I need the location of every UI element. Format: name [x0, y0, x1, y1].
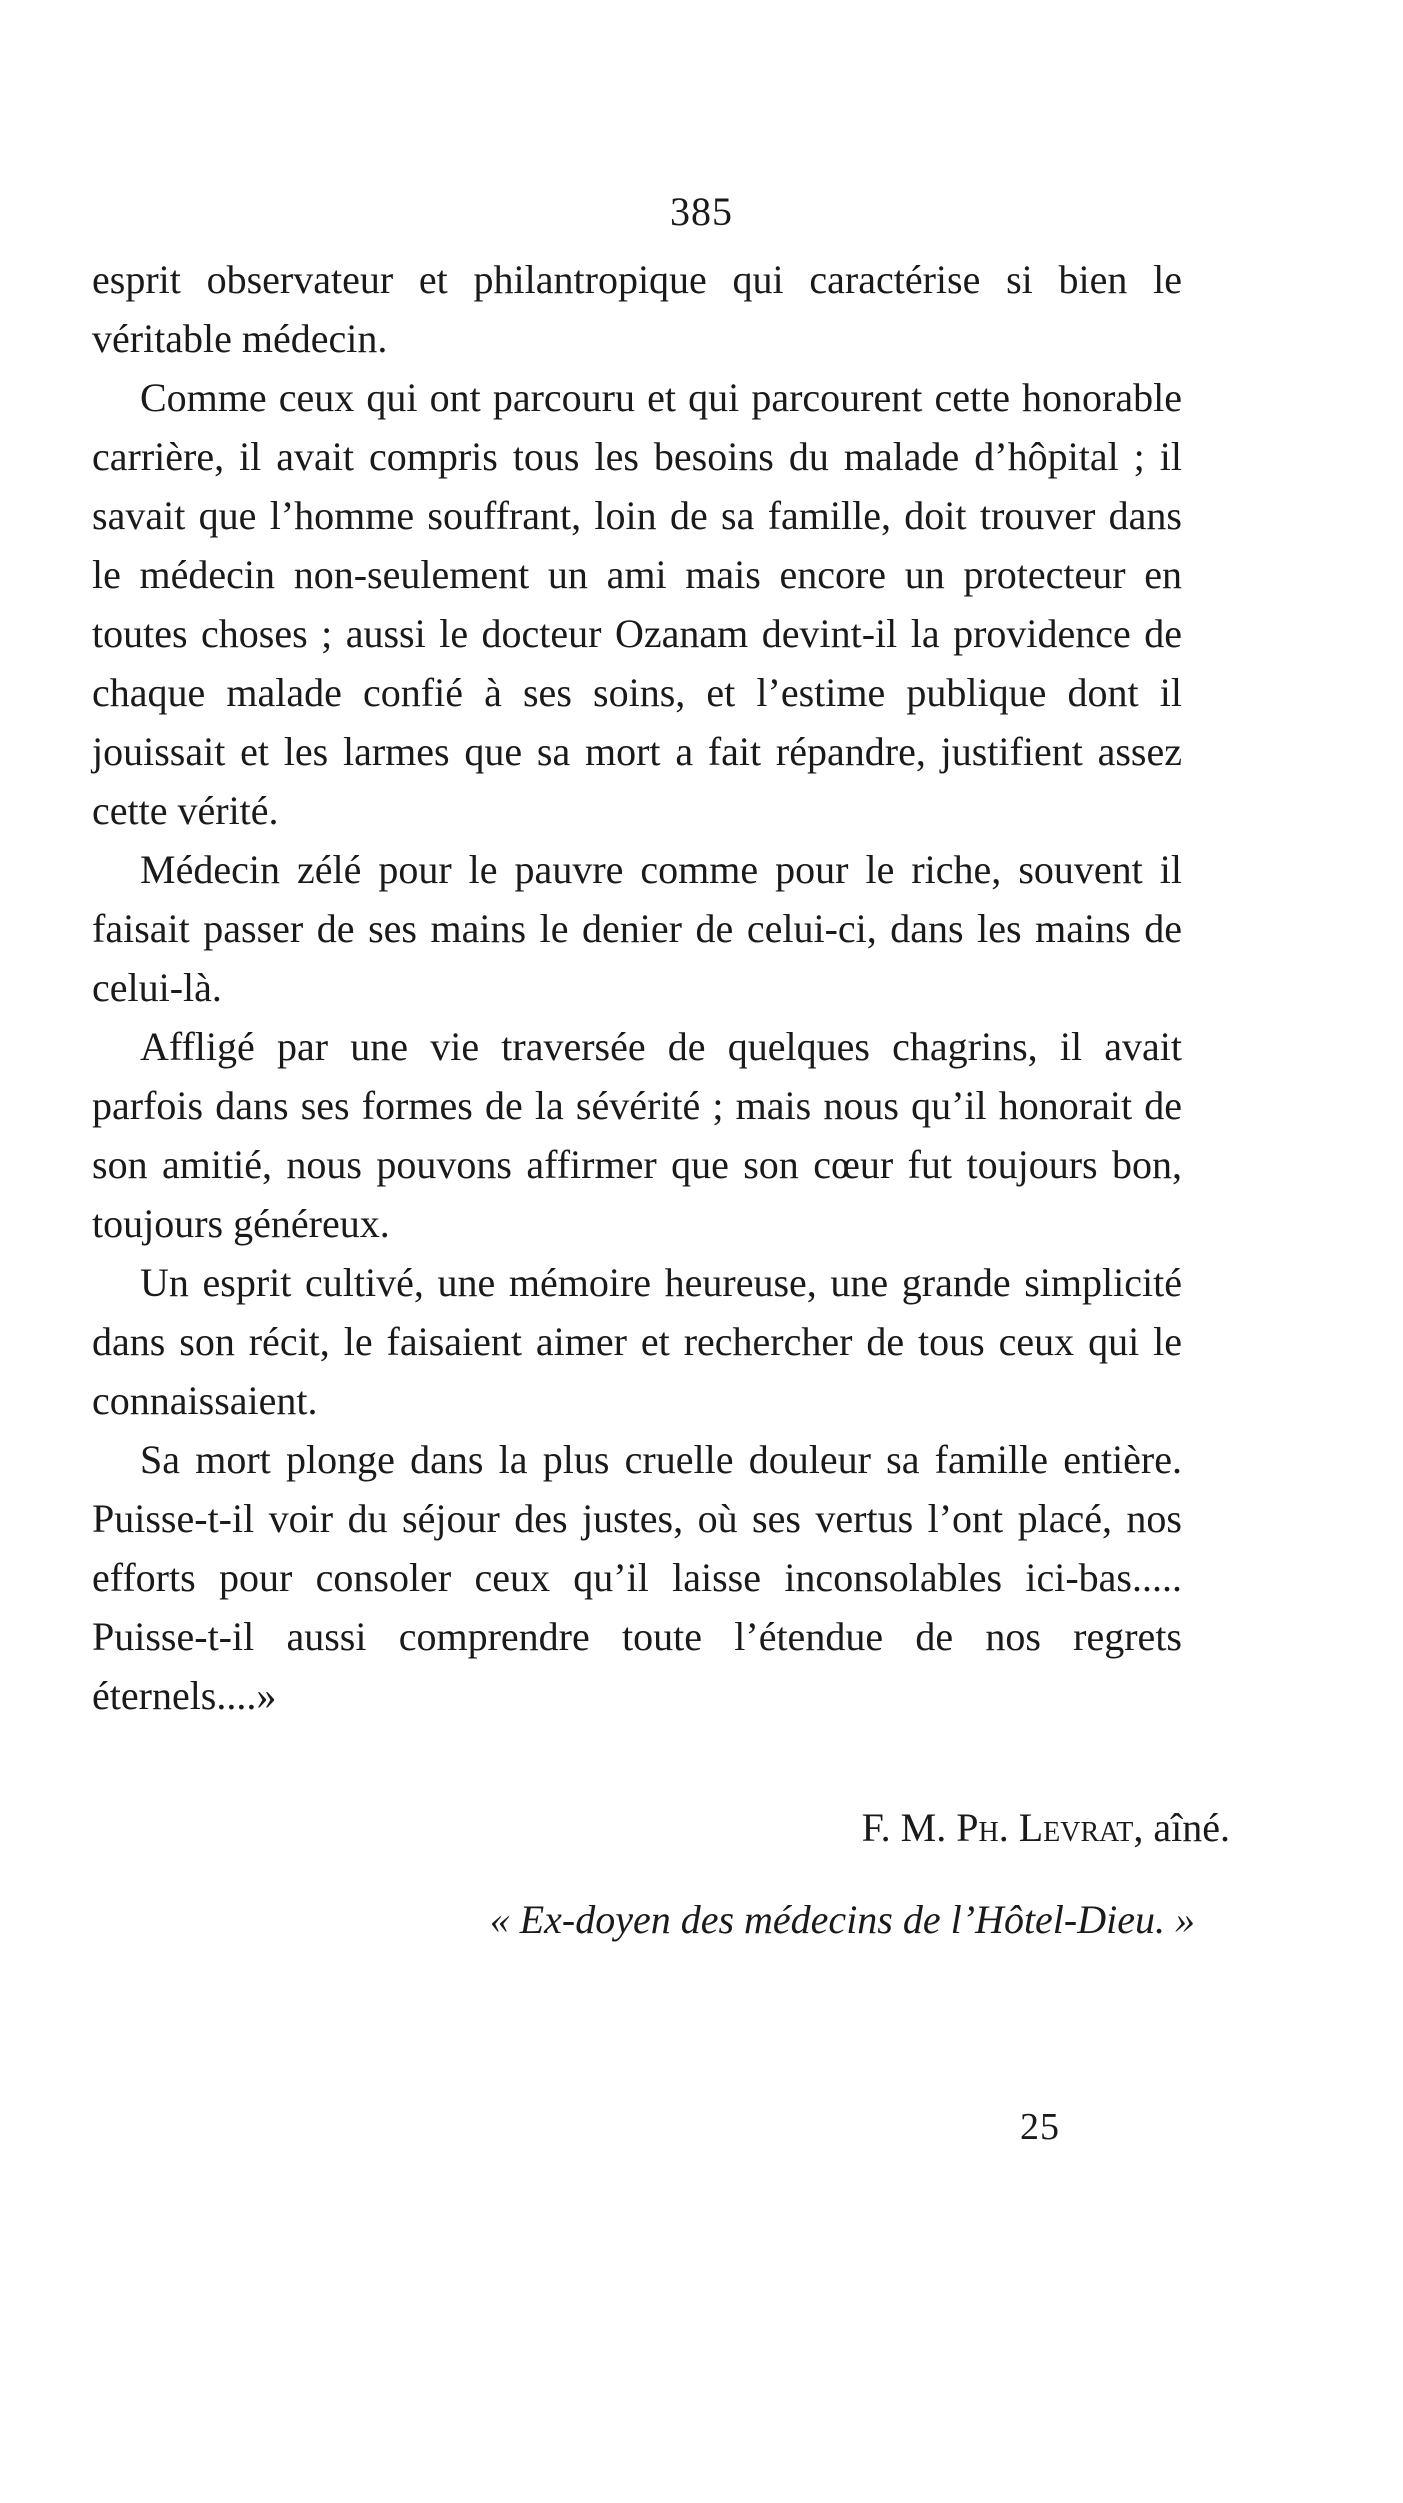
paragraph-6: Sa mort plonge dans la plus cruelle douleur sa famille entière. Puisse-t-il voir du séjour des justes, où ses vertus l’ont placé, nos efforts pour consoler ceux qu’il laisse inconsolables ici-bas..... Puisse-t-il aussi comprendre toute l’étendue de nos regrets éternels....»	[92, 1437, 1182, 1718]
signature-initials-smallcaps: h.	[978, 1805, 1009, 1850]
author-title: « Ex-doyen des médecins de l’Hôtel-Dieu. »	[489, 1897, 1195, 1942]
signature-suffix: , aîné.	[1133, 1805, 1230, 1850]
paragraph-3: Médecin zélé pour le pauvre comme pour le riche, souvent il faisait passer de ses mains le denier de celui-ci, dans les mains de celui-là.	[92, 847, 1182, 1010]
page-number: 385	[670, 189, 733, 234]
author-signature	[0, 1798, 1230, 1857]
signature-initials: F. M. P	[861, 1805, 979, 1850]
signature-mark: 25	[1020, 2106, 1060, 2148]
signature-surname-initial: L	[1018, 1805, 1044, 1850]
paragraph-2: Comme ceux qui ont parcouru et qui parcourent cette honorable carrière, il avait compris tous les besoins du malade d’hôpital ; il savait que l’homme souffrant, loin de sa famille, doit trouver dans le médecin non-seulement un ami mais encore un protecteur en toutes choses ; aussi le docteur Ozanam devint-il la providence de chaque malade confié à ses soins, et l’estime publique dont il jouissait et les larmes que sa mort a fait répandre, justifient assez cette vérité.	[92, 375, 1182, 833]
paragraph-4: Affligé par une vie traversée de quelques chagrins, il avait parfois dans ses formes de la sévérité ; mais nous qu’il honorait de son amitié, nous pouvons affirmer que son cœur fut toujours bon, toujours généreux.	[92, 1024, 1182, 1246]
body-text	[92, 250, 1182, 1725]
paragraph-5: Un esprit cultivé, une mémoire heureuse, une grande simplicité dans son récit, le faisaient aimer et rechercher de tous ceux qui le connaissaient.	[92, 1260, 1182, 1423]
paragraph-1: esprit observateur et philantropique qui caractérise si bien le véritable médecin.	[92, 257, 1182, 361]
signature-surname-smallcaps: evrat	[1043, 1805, 1134, 1850]
